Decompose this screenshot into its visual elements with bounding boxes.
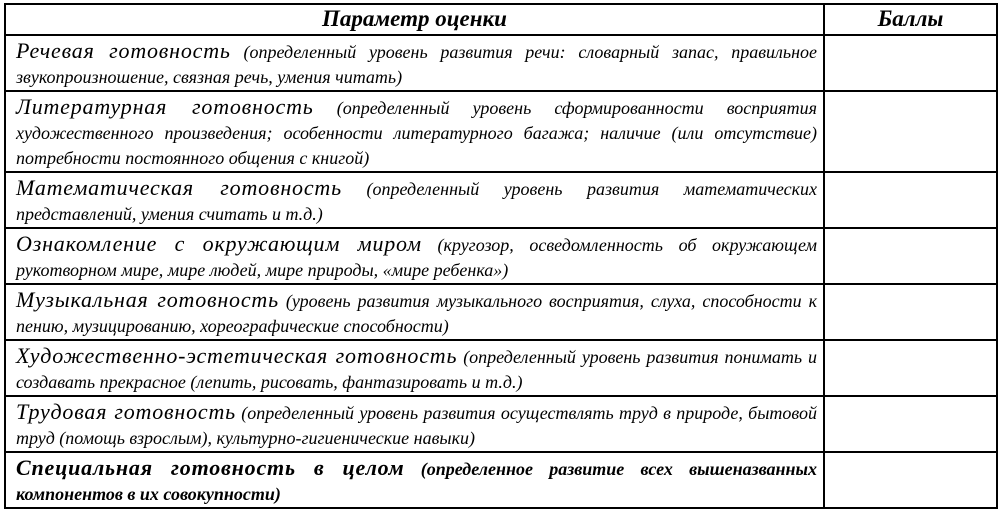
parameter-name: Речевая готовность — [16, 38, 231, 63]
parameter-description: (определенный уровень развития речи: словарный запас, правильное звукопроизношение, связная речь, умения читать) — [16, 42, 817, 87]
table-row — [5, 172, 997, 228]
header-parameter: Параметр оценки — [5, 4, 824, 35]
score-cell[interactable] — [824, 35, 997, 91]
table-row — [5, 228, 997, 284]
parameter-cell — [5, 35, 824, 91]
parameter-description: (уровень развития музыкального восприятия, слуха, способности к пению, музицированию, хореографические способности) — [16, 291, 818, 336]
parameter-description: (определенное развитие всех вышеназванных компонентов в их совокупности) — [16, 459, 818, 504]
parameter-cell — [5, 396, 824, 452]
table-row — [5, 91, 997, 172]
parameter-name: Математическая готовность — [16, 175, 342, 200]
score-cell[interactable] — [824, 228, 997, 284]
parameter-cell — [5, 340, 824, 396]
table-body — [5, 35, 997, 508]
score-cell[interactable] — [824, 452, 997, 508]
table-row — [5, 396, 997, 452]
table-row — [5, 340, 997, 396]
header-score: Баллы — [824, 4, 997, 35]
parameter-cell — [5, 452, 824, 508]
score-cell[interactable] — [824, 172, 997, 228]
parameter-description: (кругозор, осведомленность об окружающем рукотворном мире, мире людей, мире природы, «мире ребенка») — [16, 235, 818, 280]
score-cell[interactable] — [824, 340, 997, 396]
table-row — [5, 35, 997, 91]
score-cell[interactable] — [824, 284, 997, 340]
parameter-cell — [5, 91, 824, 172]
parameter-name: Музыкальная готовность — [16, 287, 279, 312]
parameter-cell — [5, 228, 824, 284]
parameter-description: (определенный уровень развития понимать и создавать прекрасное (лепить, рисовать, фантазировать и т.д.) — [16, 347, 817, 392]
score-cell[interactable] — [824, 396, 997, 452]
parameter-name: Трудовая готовность — [16, 399, 236, 424]
parameter-description: (определенный уровень развития математических представлений, умения считать и т.д.) — [16, 179, 817, 224]
table-row — [5, 284, 997, 340]
parameter-name: Художественно-эстетическая готовность — [16, 343, 458, 368]
parameter-cell — [5, 284, 824, 340]
parameter-description: (определенный уровень развития осуществлять труд в природе, бытовой труд (помощь взрослым), культурно-гигиенические навыки) — [16, 403, 818, 448]
table-row — [5, 452, 997, 508]
score-cell[interactable] — [824, 91, 997, 172]
parameter-description: (определенный уровень сформированности восприятия художественного произведения; особенности литературного багажа; наличие (или отсутствие) потребности постоянного общения с книгой) — [16, 98, 817, 168]
parameter-name: Специальная готовность в целом — [16, 455, 405, 480]
parameter-name: Литературная готовность — [16, 94, 314, 119]
assessment-table — [4, 3, 998, 509]
parameter-name: Ознакомление с окружающим миром — [16, 231, 422, 256]
parameter-cell — [5, 172, 824, 228]
header-row — [5, 4, 997, 35]
